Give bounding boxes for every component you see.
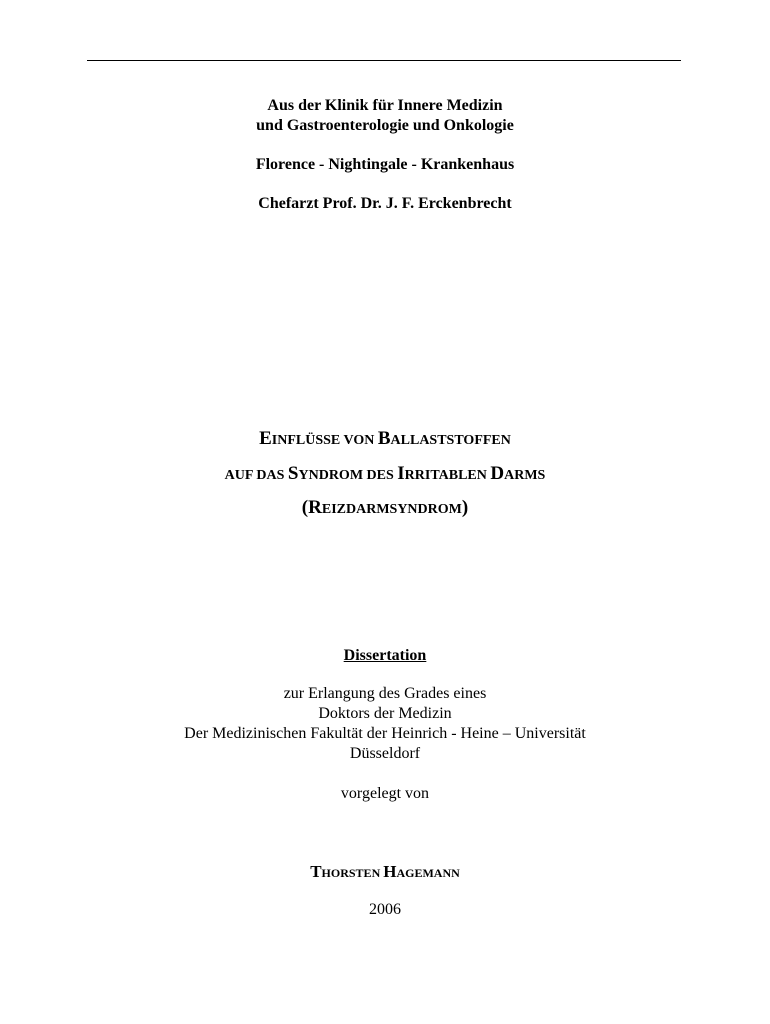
- title-line-3: [0, 497, 770, 521]
- title-line-1: [0, 428, 770, 452]
- chief-physician: Chefarzt Prof. Dr. J. F. Erckenbrecht: [258, 195, 512, 212]
- small-caps-rest: ARMS: [504, 468, 546, 483]
- dissertation-line-3: Der Medizinischen Fakultät der Heinrich - Heine – Universität: [184, 725, 586, 742]
- small-caps-rest: RRITABLEN: [404, 468, 491, 483]
- small-caps-initial: I: [397, 463, 405, 484]
- small-caps-rest: YNDROM DES: [298, 468, 398, 483]
- institution-line-2: und Gastroenterologie und Onkologie: [256, 117, 514, 134]
- dissertation-line-4: Düsseldorf: [349, 745, 421, 762]
- title-line-2: [0, 463, 770, 487]
- small-caps-rest: EIZDARMSYNDROM: [321, 502, 462, 517]
- header-rule: [87, 60, 681, 61]
- dissertation-line-2: Doktors der Medizin: [318, 705, 452, 722]
- small-caps-initial: H: [383, 862, 397, 881]
- small-caps-rest: INFLÜSSE VON: [271, 433, 378, 448]
- small-caps-initial: ): [461, 497, 469, 518]
- small-caps-initial: E: [259, 428, 272, 449]
- small-caps-rest: HORSTEN: [321, 866, 384, 880]
- year: 2006: [369, 901, 401, 918]
- small-caps-initial: S: [287, 463, 299, 484]
- small-caps-initial: D: [490, 463, 505, 484]
- dissertation-line-1: zur Erlangung des Grades eines: [283, 685, 487, 702]
- small-caps-rest: ALLASTSTOFFEN: [390, 433, 511, 448]
- small-caps-initial: (R: [301, 497, 322, 518]
- institution-line-1: Aus der Klinik für Innere Medizin: [267, 97, 503, 114]
- small-caps-rest: AUF DAS: [224, 468, 288, 483]
- dissertation-heading: Dissertation: [343, 647, 427, 664]
- small-caps-initial: T: [310, 862, 322, 881]
- author-name: [0, 862, 770, 882]
- small-caps-initial: B: [377, 428, 391, 449]
- hospital-name: Florence - Nightingale - Krankenhaus: [255, 156, 515, 173]
- presented-by: vorgelegt von: [340, 785, 430, 802]
- small-caps-rest: AGEMANN: [396, 866, 460, 880]
